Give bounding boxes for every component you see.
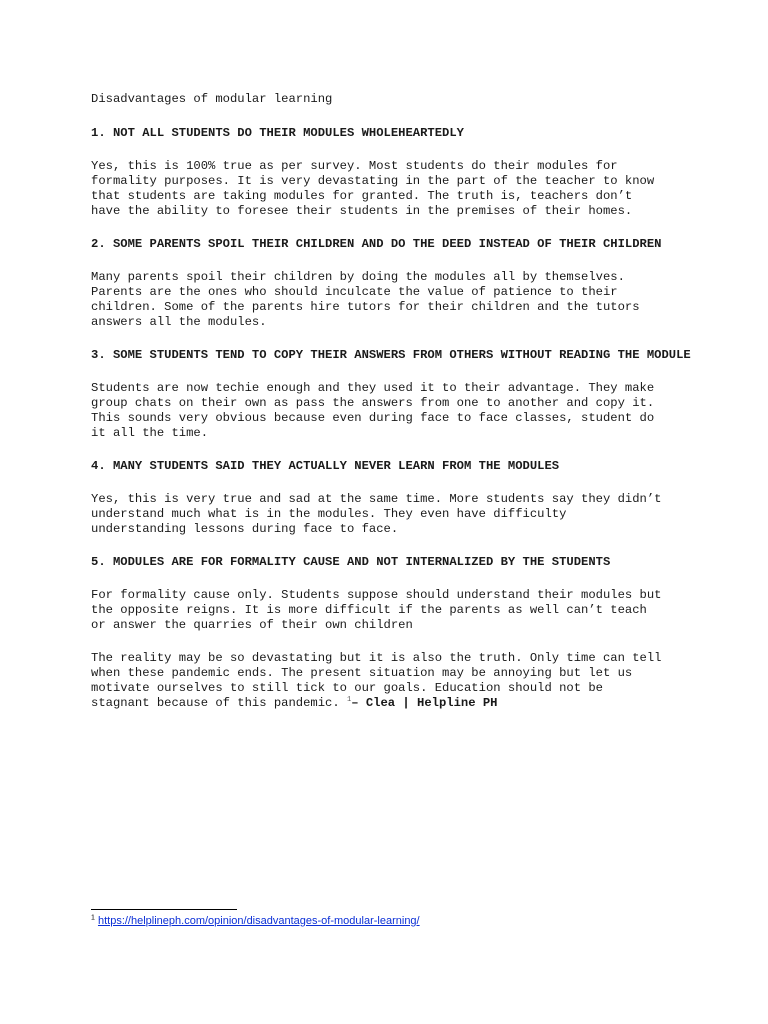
section-heading-3: 3. SOME STUDENTS TEND TO COPY THEIR ANSWERS FROM OTHERS WITHOUT READING THE MODULE: [91, 348, 691, 362]
document-body: [91, 92, 691, 711]
footnote-number: 1: [91, 914, 95, 922]
footnote-separator: [91, 909, 237, 910]
section-body-4: Yes, this is very true and sad at the same time. More students say they didn’t understand much what is in the modules. They even have difficulty understanding lessons during face to face.: [91, 492, 662, 536]
footnote-reference[interactable]: 1: [346, 695, 352, 704]
section-heading-4: 4. MANY STUDENTS SAID THEY ACTUALLY NEVER LEARN FROM THE MODULES: [91, 459, 560, 473]
footnote-link[interactable]: https://helplineph.com/opinion/disadvantages-of-modular-learning/: [97, 915, 420, 927]
section-body-2: Many parents spoil their children by doing the modules all by themselves. Parents are the ones who should inculcate the value of patience to their children. Some of the parents hire tutors for their children and the tutors answers all the modules.: [91, 270, 640, 329]
footnote: [91, 914, 420, 928]
author-signature: – Clea | Helpline PH: [351, 696, 498, 710]
closing-paragraph: [91, 651, 691, 711]
section-heading-5: 5. MODULES ARE FOR FORMALITY CAUSE AND NOT INTERNALIZED BY THE STUDENTS: [91, 555, 611, 569]
section-heading-2: 2. SOME PARENTS SPOIL THEIR CHILDREN AND DO THE DEED INSTEAD OF THEIR CHILDREN: [91, 237, 662, 251]
section-body-5: For formality cause only. Students suppose should understand their modules but the opposite reigns. It is more difficult if the parents as well can’t teach or answer the quarries of their own children: [91, 588, 662, 632]
section-body-3: Students are now techie enough and they used it to their advantage. They make group chats on their own as pass the answers from one to another and copy it. This sounds very obvious because even during face to face classes, student do it all the time.: [91, 381, 655, 440]
closing-text: The reality may be so devastating but it is also the truth. Only time can tell when these pandemic ends. The present situation may be annoying but let us motivate ourselves to still tick to our goals. Education should not be stagnant because of this pandemic.: [91, 651, 662, 710]
section-body-1: Yes, this is 100% true as per survey. Most students do their modules for formality purposes. It is very devastating in the part of the teacher to know that students are taking modules for granted. The truth is, teachers don’t have the ability to foresee their students in the premises of their homes.: [91, 159, 655, 218]
document-title: Disadvantages of modular learning: [91, 92, 333, 106]
section-heading-1: 1. NOT ALL STUDENTS DO THEIR MODULES WHOLEHEARTEDLY: [91, 126, 464, 140]
